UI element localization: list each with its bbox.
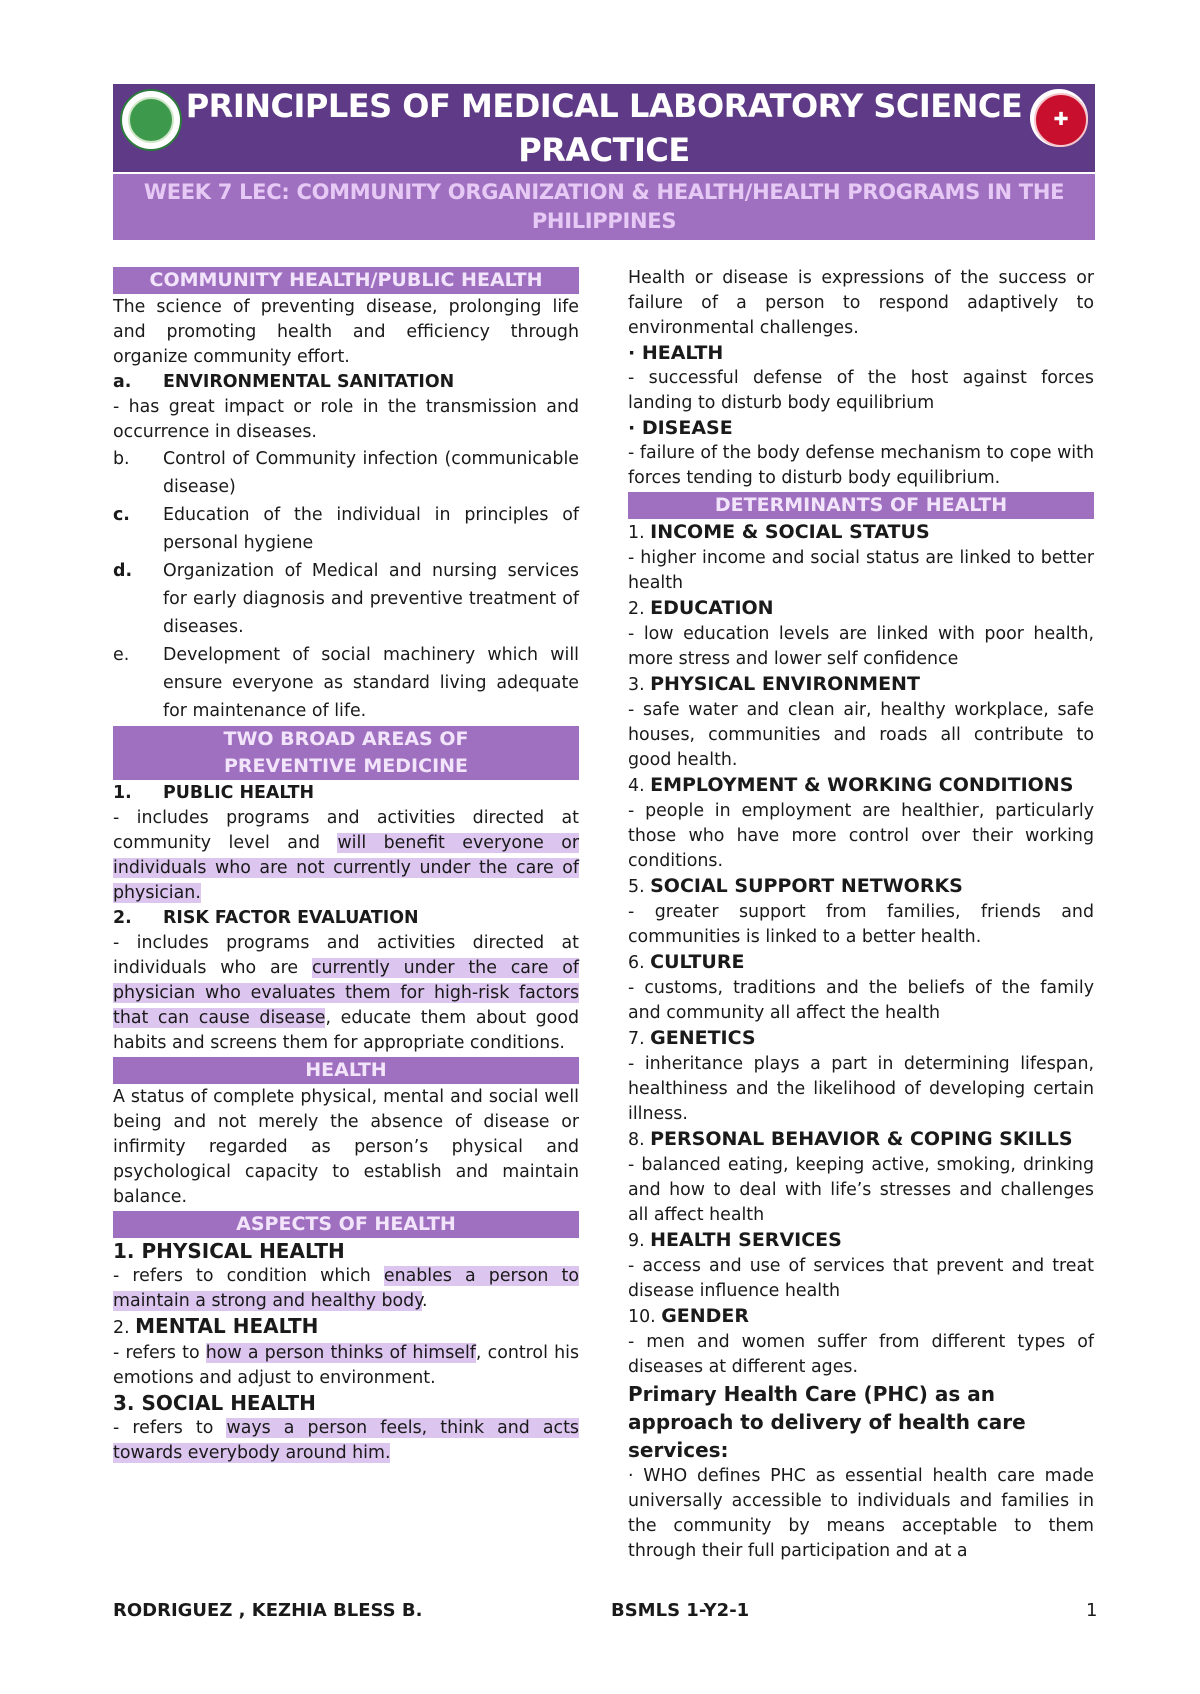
- health-disease-intro: Health or disease is expressions of the success or failure of a person to respond adaptively to environmental challenges.: [628, 268, 1094, 338]
- list-item-b: b. Control of Community infection (communicable disease): [113, 449, 579, 497]
- determinant-item: 10. GENDER: [628, 1305, 750, 1327]
- item-a-description: - has great impact or role in the transmission and occurrence in diseases.: [113, 397, 579, 442]
- preventive-item-1: 1. PUBLIC HEALTH: [113, 783, 315, 803]
- public-health-description: - includes programs and activities directed at community level and will benefit everyone or individuals who are not currently under the care of physician.: [113, 808, 579, 903]
- phc-description: · WHO defines PHC as essential health care made universally accessible to individuals and families in the community by means acceptable to them through their full participation and at a: [628, 1466, 1094, 1561]
- determinant-description: - customs, traditions and the beliefs of the family and community all affect the health: [628, 978, 1094, 1023]
- left-column: [113, 266, 579, 1466]
- right-column: [628, 266, 1094, 1564]
- list-item-e: e. Development of social machinery which will ensure everyone as standard living adequate for maintenance of life.: [113, 645, 579, 721]
- section-heading-determinants: DETERMINANTS OF HEALTH: [628, 492, 1094, 519]
- footer-page-number: 1: [1086, 1600, 1098, 1621]
- aspect-physical-description: - refers to condition which enables a person to maintain a strong and healthy body.: [113, 1266, 579, 1311]
- document-title-line1: PRINCIPLES OF MEDICAL LABORATORY SCIENCE: [185, 87, 1023, 125]
- list-item-c: c. Education of the individual in principles of personal hygiene: [113, 505, 579, 553]
- section-heading-aspects: ASPECTS OF HEALTH: [113, 1211, 579, 1238]
- determinant-description: - low education levels are linked with poor health, more stress and lower self confidence: [628, 624, 1094, 669]
- list-item-d: d. Organization of Medical and nursing services for early diagnosis and preventive treatment of diseases.: [113, 561, 579, 637]
- footer-section: BSMLS 1-Y2-1: [611, 1600, 750, 1621]
- footer-author: RODRIGUEZ , KEZHIA BLESS B.: [113, 1600, 423, 1621]
- subtitle-line2: PHILIPPINES: [531, 209, 677, 233]
- document-subtitle: [113, 174, 1095, 240]
- determinant-description: - men and women suffer from different types of diseases at different ages.: [628, 1332, 1094, 1377]
- determinant-description: - access and use of services that prevent and treat disease influence health: [628, 1256, 1094, 1301]
- document-header: [113, 84, 1095, 172]
- determinant-item: 9. HEALTH SERVICES: [628, 1229, 842, 1251]
- determinant-description: - balanced eating, keeping active, smoking, drinking and how to deal with life’s stresses and challenges all affect health: [628, 1155, 1094, 1225]
- disease-bullet-description: - failure of the body defense mechanism to cope with forces tending to disturb body equilibrium.: [628, 443, 1094, 488]
- aspect-mental-title: 2. MENTAL HEALTH: [113, 1314, 319, 1338]
- determinant-item: 1. INCOME & SOCIAL STATUS: [628, 521, 930, 543]
- section-heading-health: HEALTH: [113, 1057, 579, 1084]
- determinant-item: 2. EDUCATION: [628, 597, 774, 619]
- health-definition: A status of complete physical, mental and social well being and not merely the absence of disease or infirmity regarded as person’s physical and psychological capacity to establish and maintain balance.: [113, 1087, 579, 1207]
- determinant-description: - people in employment are healthier, particularly those who have more control over their working conditions.: [628, 801, 1094, 871]
- determinant-description: - safe water and clean air, healthy workplace, safe houses, communities and roads all contribute to good health.: [628, 700, 1094, 770]
- phc-heading: Primary Health Care (PHC) as an approach to delivery of health care services:: [628, 1382, 1026, 1462]
- preventive-item-2: 2. RISK FACTOR EVALUATION: [113, 908, 419, 928]
- list-item-a: a. ENVIRONMENTAL SANITATION: [113, 372, 455, 392]
- aspect-social-title: 3. SOCIAL HEALTH: [113, 1391, 316, 1415]
- determinant-item: 4. EMPLOYMENT & WORKING CONDITIONS: [628, 774, 1074, 796]
- section-heading-preventive-medicine: TWO BROAD AREAS OF PREVENTIVE MEDICINE: [113, 726, 579, 780]
- aspect-social-description: - refers to ways a person feels, think and acts towards everybody around him.: [113, 1418, 579, 1463]
- community-health-definition: The science of preventing disease, prolonging life and promoting health and efficiency through organize community effort.: [113, 297, 579, 367]
- section-heading-community-health: COMMUNITY HEALTH/PUBLIC HEALTH: [113, 267, 579, 294]
- determinant-item: 7. GENETICS: [628, 1027, 756, 1049]
- determinant-item: 6. CULTURE: [628, 951, 745, 973]
- determinant-item: 5. SOCIAL SUPPORT NETWORKS: [628, 875, 963, 897]
- health-bullet-title: · HEALTH: [628, 342, 724, 364]
- aspect-mental-description: - refers to how a person thinks of himself, control his emotions and adjust to environment.: [113, 1343, 580, 1388]
- determinant-description: - greater support from families, friends and communities is linked to a better health.: [628, 902, 1094, 947]
- subtitle-line1: WEEK 7 LEC: COMMUNITY ORGANIZATION & HEALTH/HEALTH PROGRAMS IN THE: [143, 180, 1065, 204]
- determinant-description: - higher income and social status are linked to better health: [628, 548, 1094, 593]
- college-crest-icon: ✚: [1030, 89, 1088, 147]
- disease-bullet-title: · DISEASE: [628, 417, 733, 439]
- determinant-description: - inheritance plays a part in determining lifespan, healthiness and the likelihood of developing certain illness.: [628, 1054, 1094, 1124]
- determinant-item: 8. PERSONAL BEHAVIOR & COPING SKILLS: [628, 1128, 1073, 1150]
- university-seal-icon: [120, 89, 182, 151]
- health-bullet-description: - successful defense of the host against forces landing to disturb body equilibrium: [628, 368, 1094, 413]
- document-title-line2: PRACTICE: [518, 131, 690, 169]
- determinant-item: 3. PHYSICAL ENVIRONMENT: [628, 673, 920, 695]
- aspect-physical-title: 1. PHYSICAL HEALTH: [113, 1239, 345, 1263]
- risk-factor-description: - includes programs and activities directed at individuals who are currently under the care of physician who evaluates them for high-risk factors that can cause disease, educate them about good habits and screens them for appropriate conditions.: [113, 933, 579, 1053]
